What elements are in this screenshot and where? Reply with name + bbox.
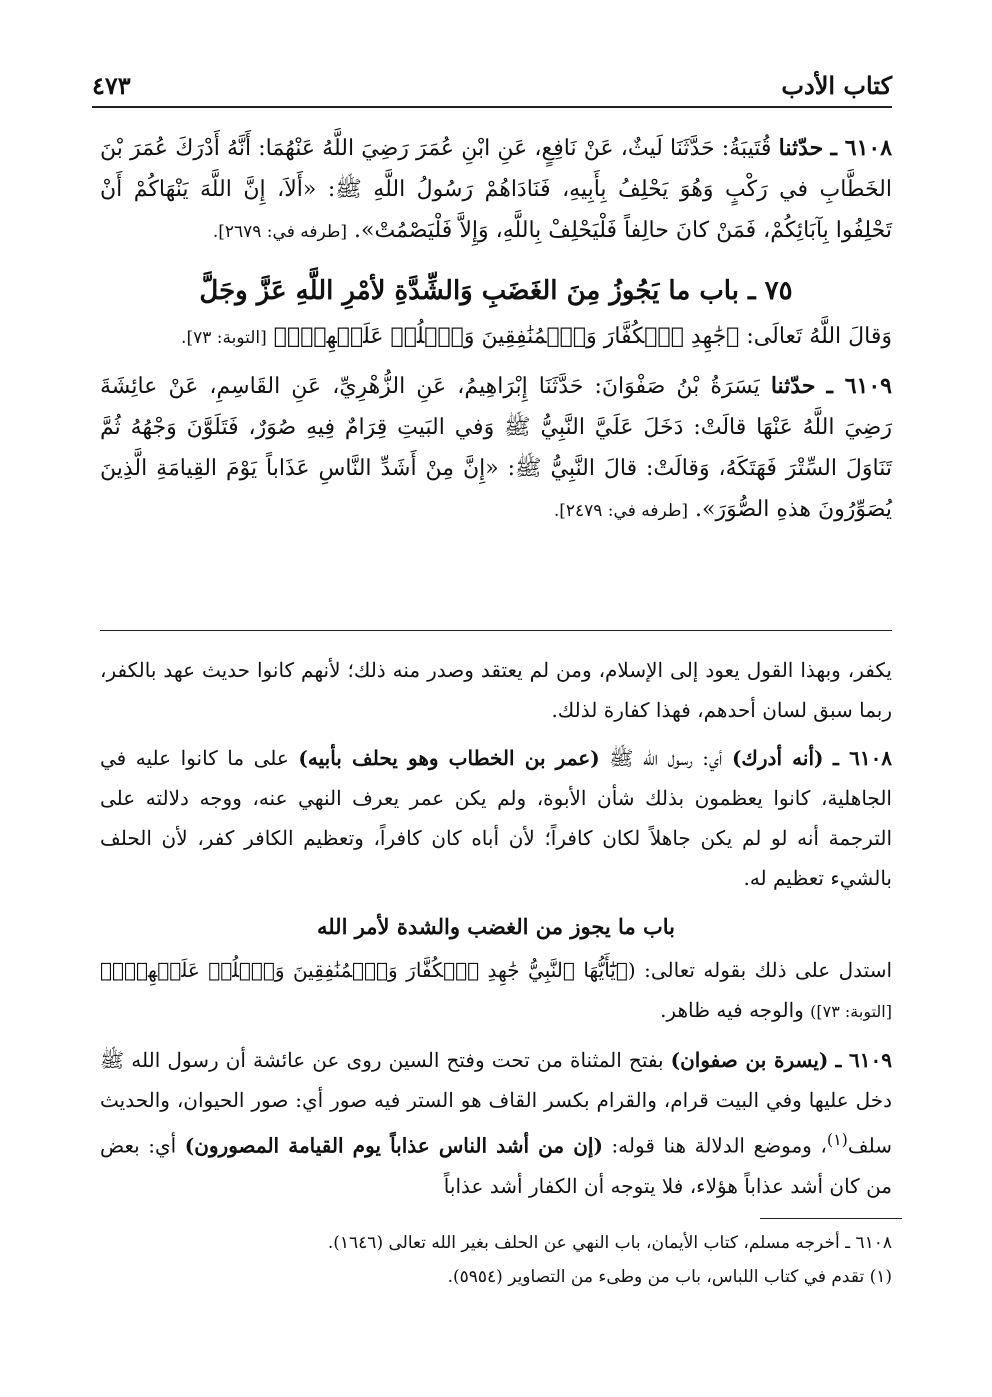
commentary-divider [100, 630, 892, 631]
footnote: (١) تقدم في كتاب اللباس، باب من وطىء من التصاوير (٥٩٥٤). [447, 1267, 892, 1287]
commentary-text: بفتح المثناة من تحت وفتح السين روى عن عائشة أن رسول الله ﷺ دخل عليها وفي البيت قرام، والقرام بكسر القاف هو الستر فيه صور أي: صور الحيوان، والحديث سلف [100, 1048, 892, 1158]
commentary-text: على ما كانوا عليه في الجاهلية، كانوا يعظمون بذلك شأن الأبوة، ولم يكن عمر يعرف النهي عنه، ووجه دلالته على الترجمة أنه لو لم يكن جاهلاً لكان كافراً؛ لأن أباه كان كافراً، وتعظيم الكافر كفر، لأن الحلف بالشيء تعظيم له. [100, 746, 892, 890]
footnote-marker[interactable]: (١) [826, 1130, 848, 1149]
footnotes [100, 1226, 892, 1294]
quoted-phrase: (يسرة بن صفوان) [670, 1048, 829, 1072]
commentary-text: أي: بعض من كان أشد عذاباً هؤلاء، فلا يتوجه أن الكفار أشد عذاباً [100, 1133, 892, 1198]
commentary-text: استدل على ذلك بقوله تعالى: [644, 958, 893, 982]
commentary-6108 [100, 738, 892, 898]
main-text [100, 128, 892, 532]
chapter-title: ٧٥ ـ باب ما يَجُوزُ مِنَ الغَضَبِ وَالشِّدَّةِ لأمْرِ اللَّهِ عَزَّ وجَلَّ [199, 276, 793, 306]
commentary [100, 650, 892, 1206]
commentary-number: ٦١٠٨ ـ [833, 746, 893, 770]
page-number: ٤٧٣ [92, 71, 131, 100]
quran-verse: ﴿جَٰهِدِ ٱلۡكُفَّارَ وَٱلۡمُنَٰفِقِينَ وَٱغۡلُظۡ عَلَيۡهِمۡۚ﴾ [273, 324, 740, 349]
commentary-text: والوجه فيه ظاهر. [660, 998, 804, 1022]
narration-lead: حدّثنا [770, 373, 816, 399]
hadith-text: قُتَيبَةُ: حَدَّثَنَا لَيثٌ، عَنْ نَافِعٍ، عَنِ ابْنِ عُمَرَ رَضِيَ اللَّهُ عَنْهُمَا: أَنَّهُ أَدْرَكَ عُمَرَ بْنَ الخَطَّابِ في رَكْبٍ وَهُوَ يَحْلِفُ بِأَبِيهِ، فَنَادَاهُمْ رَسُولُ اللَّهِ ﷺ: «أَلاَ، إِنَّ اللَّهَ يَنْهَاكُمْ أَنْ تَحْلِفُوا بِآبَائِكُمْ، فَمَنْ كانَ حالِفاً فَلْيَحْلِفْ بِاللَّهِ، وَإِلاَّ فَلْيَصْمُتْ». [100, 136, 892, 243]
quoted-phrase: (أنه أدرك) [731, 746, 824, 770]
hadith-6109 [100, 366, 892, 532]
commentary-text: أي: رسول الله ﷺ [609, 746, 723, 770]
quran-verse: (﴿يَٰٓأَيُّهَا ٱلنَّبِيُّ جَٰهِدِ ٱلۡكُفَّارَ وَٱلۡمُنَٰفِقِينَ وَٱغۡلُظۡ عَلَيۡهِمۡۚ﴾ [100, 958, 636, 982]
footnote-rule [760, 1218, 902, 1219]
running-header [92, 66, 892, 108]
commentary-intro: يكفر، وبهذا القول يعود إلى الإسلام، ومن لم يعتقد وصدر منه ذلك؛ لأنهم كانوا حديث عهد بالكفر، ربما سبق لسان أحدهم، فهذا كفارة لذلك. [100, 658, 892, 722]
quran-intro: وَقالَ اللَّهُ تَعالَى: [746, 324, 892, 349]
hadith-6108 [100, 128, 892, 253]
quran-citation [100, 317, 892, 358]
commentary-chapter-title: باب ما يجوز من الغضب والشدة لأمر الله [316, 914, 676, 939]
quran-reference: [التوبة: ٧٣]) [810, 1002, 892, 1021]
hadith-reference: [طرفه في: ٢٦٧٩]. [212, 222, 348, 242]
hadith-reference: [طرفه في: ٢٤٧٩]. [553, 501, 689, 521]
hadith-number: ٦١٠٨ ـ [830, 135, 893, 161]
quran-reference: [التوبة: ٧٣]. [181, 328, 267, 348]
commentary-6109 [100, 1040, 892, 1206]
commentary-number: ٦١٠٩ ـ [835, 1048, 892, 1072]
hadith-text: يَسَرَةُ بْنُ صَفْوَانَ: حَدَّثَنَا إِبْرَاهِيمُ، عَنِ الزُّهْرِيِّ، عَنِ القَاسِمِ، عَنْ عائِشَةَ رَضِيَ اللَّهُ عَنْهَا قالَتْ: دَخَلَ عَلَيَّ النَّبِيُّ ﷺ وَفي البَيتِ قِرَامٌ فِيهِ صُوَرٌ، فَتَلَوَّنَ وَجْهُهُ ثُمَّ تَنَاوَلَ السِّتْرَ فَهَتَكَهُ، وَقالَتْ: قالَ النَّبِيُّ ﷺ: «إِنَّ مِنْ أَشَدِّ النَّاسِ عَذَاباً يَوْمَ القِيامَةِ الَّذِينَ يُصَوِّرُونَ هذهِ الصُّوَرَ». [100, 374, 892, 522]
hadith-number: ٦١٠٩ ـ [826, 373, 892, 399]
narration-lead: حدّثنا [778, 135, 824, 161]
commentary-text: ، وموضع الدلالة هنا قوله: [611, 1133, 827, 1158]
quoted-phrase: (عمر بن الخطاب وهو يحلف بأبيه) [298, 746, 600, 770]
footnote: ٦١٠٨ ـ أخرجه مسلم، كتاب الأيمان، باب النهي عن الحلف بغير الله تعالى (١٦٤٦). [327, 1233, 892, 1253]
quoted-phrase: (إن من أشد الناس عذاباً يوم القيامة المصورون) [184, 1133, 603, 1158]
book-title: كتاب الأدب [781, 71, 892, 100]
commentary-istadalla [100, 950, 892, 1032]
